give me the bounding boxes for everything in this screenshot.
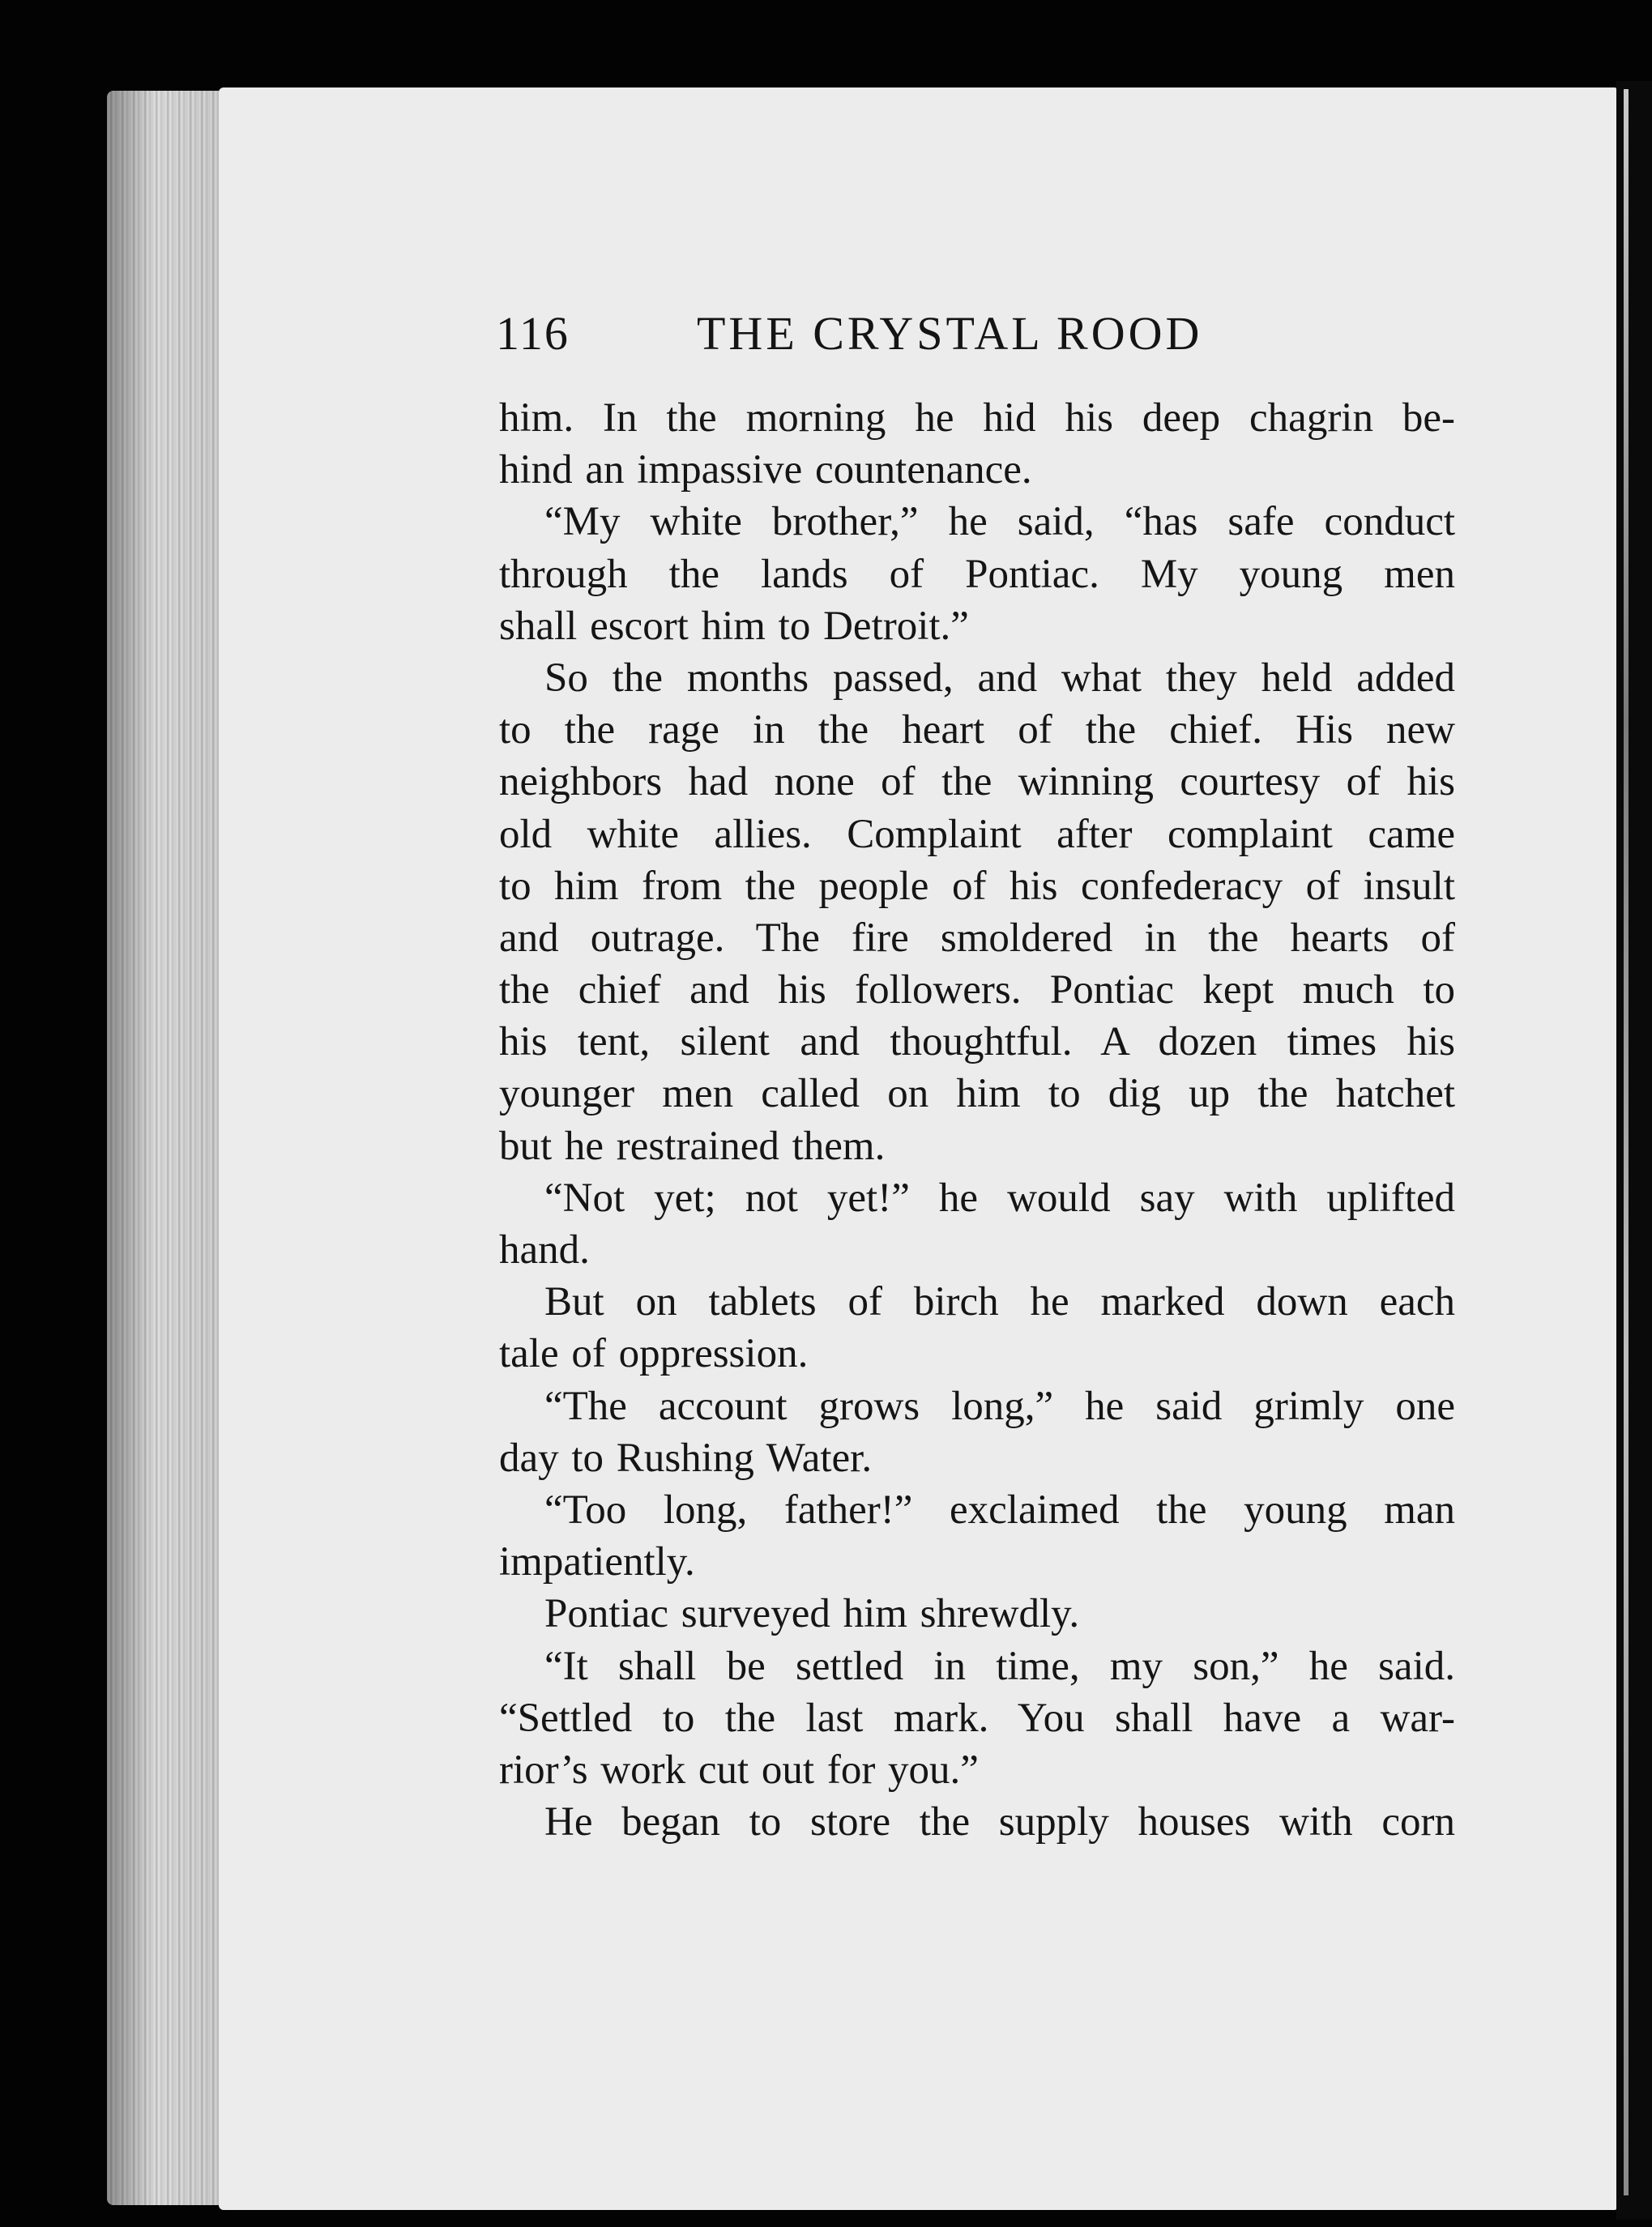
body-text (499, 392, 1455, 1848)
text-line: neighbors had none of the winning courtesy of his (499, 759, 1455, 805)
text-line: day to Rushing Water. (499, 1435, 873, 1481)
text-line: to him from the people of his confederacy of insult (499, 863, 1455, 909)
text-line: “The account grows long,” he said grimly one (544, 1383, 1455, 1429)
text-line: to the rage in the heart of the chief. His new (499, 707, 1455, 753)
text-line: the chief and his followers. Pontiac kept much to (499, 967, 1455, 1013)
page-number: 116 (496, 307, 570, 360)
text-line: Pontiac surveyed him shrewdly. (544, 1591, 1080, 1637)
text-line: rior’s work cut out for you.” (499, 1747, 979, 1793)
book-gutter (1616, 81, 1652, 2220)
text-line: hind an impassive countenance. (499, 447, 1032, 493)
page-header (496, 306, 1614, 363)
text-line: So the months passed, and what they held added (544, 655, 1455, 701)
text-line: But on tablets of birch he marked down each (544, 1279, 1455, 1325)
text-line: “Settled to the last mark. You shall have a war- (499, 1695, 1455, 1741)
text-line: tale of oppression. (499, 1331, 809, 1377)
facing-page-edge (1624, 89, 1629, 2195)
text-line: but he restrained them. (499, 1123, 886, 1169)
text-line: old white allies. Complaint after complaint came (499, 811, 1455, 857)
text-line: He began to store the supply houses with corn (544, 1799, 1455, 1845)
text-line: hand. (499, 1227, 590, 1273)
text-line: impatiently. (499, 1539, 695, 1585)
book-edge-shadow (107, 91, 228, 2205)
text-line: his tent, silent and thoughtful. A dozen times his (499, 1019, 1455, 1065)
running-title: THE CRYSTAL ROOD (697, 307, 1203, 360)
text-line: and outrage. The fire smoldered in the hearts of (499, 915, 1455, 961)
text-line: “Too long, father!” exclaimed the young man (544, 1487, 1455, 1533)
text-line: him. In the morning he hid his deep chagrin be- (499, 395, 1455, 441)
text-line: shall escort him to Detroit.” (499, 603, 969, 649)
text-line: younger men called on him to dig up the hatchet (499, 1071, 1455, 1117)
text-line: “It shall be settled in time, my son,” he said. (544, 1643, 1455, 1689)
text-line: “My white brother,” he said, “has safe conduct (544, 499, 1455, 545)
text-line: through the lands of Pontiac. My young men (499, 551, 1455, 597)
text-line: “Not yet; not yet!” he would say with uplifted (544, 1175, 1455, 1221)
